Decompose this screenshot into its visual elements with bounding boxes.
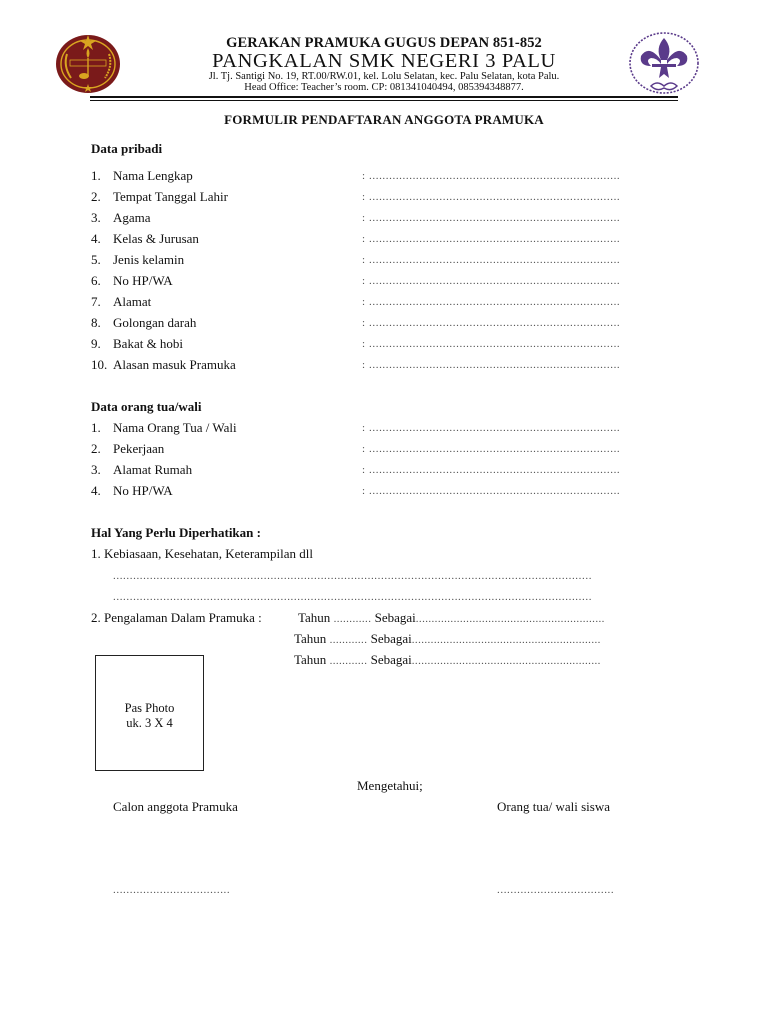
fill-in-line[interactable]: : ........................................................................... bbox=[362, 170, 621, 182]
role-fill-in[interactable]: ............................................................ bbox=[415, 613, 605, 625]
field-golongan-darah[interactable] bbox=[91, 315, 691, 331]
acknowledged-label: Mengetahui; bbox=[357, 778, 423, 793]
field-label: No HP/WA bbox=[113, 483, 173, 498]
field-label: Alamat Rumah bbox=[113, 462, 193, 477]
item-number: 8. bbox=[91, 315, 101, 330]
field-bakat-hobi[interactable] bbox=[91, 336, 691, 352]
year-fill-in[interactable]: ............ bbox=[329, 634, 368, 646]
item-number: 3. bbox=[91, 210, 101, 225]
fill-in-line[interactable]: : ........................................................................... bbox=[362, 317, 621, 329]
field-label: Golongan darah bbox=[113, 315, 197, 330]
organization-line: GERAKAN PRAMUKA GUGUS DEPAN 851-852 bbox=[226, 35, 542, 51]
field-kelas-jurusan[interactable] bbox=[91, 231, 691, 247]
field-no-hp-wa[interactable] bbox=[91, 273, 691, 289]
experience-row-3[interactable] bbox=[294, 652, 601, 668]
item-number: 1. bbox=[91, 420, 101, 435]
experience-row-1[interactable] bbox=[298, 610, 605, 626]
fill-in-line-notes-1[interactable]: ............................................................................................................................................... bbox=[113, 570, 593, 582]
section-personal-data: Data pribadi bbox=[91, 141, 163, 156]
item-number: 4. bbox=[91, 231, 101, 246]
fill-in-line[interactable]: : ........................................................................... bbox=[362, 464, 621, 476]
address-line: Jl. Tj. Santigi No. 19, RT.00/RW.01, kel. Lolu Selatan, kec. Palu Selatan, kota Palu. bbox=[208, 71, 560, 82]
role-fill-in[interactable]: ............................................................ bbox=[411, 655, 601, 667]
scout-fleur-de-lis-icon bbox=[627, 30, 701, 98]
field-guardian-no-hp-wa[interactable] bbox=[91, 483, 691, 499]
photo-label: Pas Photo bbox=[124, 701, 175, 715]
note-scout-experience-label: 2. Pengalaman Dalam Pramuka : bbox=[91, 610, 262, 625]
field-label: Bakat & hobi bbox=[113, 336, 184, 351]
year-fill-in[interactable]: ............ bbox=[329, 655, 368, 667]
item-number: 1. bbox=[91, 168, 101, 183]
item-number: 4. bbox=[91, 483, 101, 498]
item-number: 2. bbox=[91, 189, 101, 204]
year-label: Tahun bbox=[294, 631, 327, 646]
item-number: 5. bbox=[91, 252, 101, 267]
field-alamat[interactable] bbox=[91, 294, 691, 310]
field-label: Nama Lengkap bbox=[113, 168, 193, 183]
item-number: 3. bbox=[91, 462, 101, 477]
item-number: 2. bbox=[91, 441, 101, 456]
fill-in-line[interactable]: : ........................................................................... bbox=[362, 359, 621, 371]
contact-line: Head Office: Teacher’s room. CP: 081341040494, 085394348877. bbox=[244, 82, 524, 93]
base-name: PANGKALAN SMK NEGERI 3 PALU bbox=[212, 50, 556, 72]
section-guardian-data: Data orang tua/wali bbox=[91, 399, 202, 414]
role-label: Sebagai bbox=[374, 610, 416, 625]
field-nama-lengkap[interactable] bbox=[91, 168, 691, 184]
fill-in-line[interactable]: : ........................................................................... bbox=[362, 338, 621, 350]
field-agama[interactable] bbox=[91, 210, 691, 226]
candidate-signature-label: Calon anggota Pramuka bbox=[113, 799, 238, 814]
field-label: Alasan masuk Pramuka bbox=[113, 357, 236, 372]
year-label: Tahun bbox=[294, 652, 327, 667]
field-label: Tempat Tanggal Lahir bbox=[113, 189, 228, 204]
role-fill-in[interactable]: ............................................................ bbox=[411, 634, 601, 646]
fill-in-line[interactable]: : ........................................................................... bbox=[362, 485, 621, 497]
field-label: Agama bbox=[113, 210, 151, 225]
fill-in-line-notes-2[interactable]: ............................................................................................................................................... bbox=[113, 591, 593, 603]
note-habits-health-skills: 1. Kebiasaan, Kesehatan, Keterampilan dll bbox=[91, 546, 313, 561]
role-label: Sebagai bbox=[370, 631, 412, 646]
field-tempat-tanggal-lahir[interactable] bbox=[91, 189, 691, 205]
field-alamat-rumah[interactable] bbox=[91, 462, 691, 478]
year-label: Tahun bbox=[298, 610, 331, 625]
item-number: 6. bbox=[91, 273, 101, 288]
field-label: Jenis kelamin bbox=[113, 252, 185, 267]
fill-in-line[interactable]: : ........................................................................... bbox=[362, 296, 621, 308]
field-label: Kelas & Jurusan bbox=[113, 231, 199, 246]
item-number: 7. bbox=[91, 294, 101, 309]
year-fill-in[interactable]: ............ bbox=[333, 613, 372, 625]
photo-size-label: uk. 3 X 4 bbox=[126, 716, 173, 730]
field-nama-orang-tua[interactable] bbox=[91, 420, 691, 436]
fill-in-line[interactable]: : ........................................................................... bbox=[362, 275, 621, 287]
fill-in-line[interactable]: : ........................................................................... bbox=[362, 233, 621, 245]
header-rule-thick bbox=[90, 96, 678, 98]
item-number: 9. bbox=[91, 336, 101, 351]
fill-in-line[interactable]: : ........................................................................... bbox=[362, 422, 621, 434]
fill-in-line[interactable]: : ........................................................................... bbox=[362, 191, 621, 203]
field-jenis-kelamin[interactable] bbox=[91, 252, 691, 268]
field-label: Nama Orang Tua / Wali bbox=[113, 420, 237, 435]
header-rule-thin bbox=[90, 100, 678, 101]
role-label: Sebagai bbox=[370, 652, 412, 667]
field-label: No HP/WA bbox=[113, 273, 173, 288]
fill-in-line[interactable]: : ........................................................................... bbox=[362, 212, 621, 224]
field-alasan-masuk-pramuka[interactable] bbox=[91, 357, 691, 373]
experience-row-2[interactable] bbox=[294, 631, 601, 647]
field-label: Alamat bbox=[113, 294, 152, 309]
section-notes: Hal Yang Perlu Diperhatikan : bbox=[91, 525, 261, 540]
photo-placeholder-box bbox=[95, 655, 204, 771]
guardian-signature-line[interactable]: ................................... bbox=[497, 884, 615, 896]
field-label: Pekerjaan bbox=[113, 441, 165, 456]
fill-in-line[interactable]: : ........................................................................... bbox=[362, 443, 621, 455]
candidate-signature-line[interactable]: ................................... bbox=[113, 884, 231, 896]
field-pekerjaan[interactable] bbox=[91, 441, 691, 457]
form-title: FORMULIR PENDAFTARAN ANGGOTA PRAMUKA bbox=[224, 112, 544, 127]
fill-in-line[interactable]: : ........................................................................... bbox=[362, 254, 621, 266]
guardian-signature-label: Orang tua/ wali siswa bbox=[497, 799, 611, 814]
item-number: 10. bbox=[91, 357, 108, 372]
